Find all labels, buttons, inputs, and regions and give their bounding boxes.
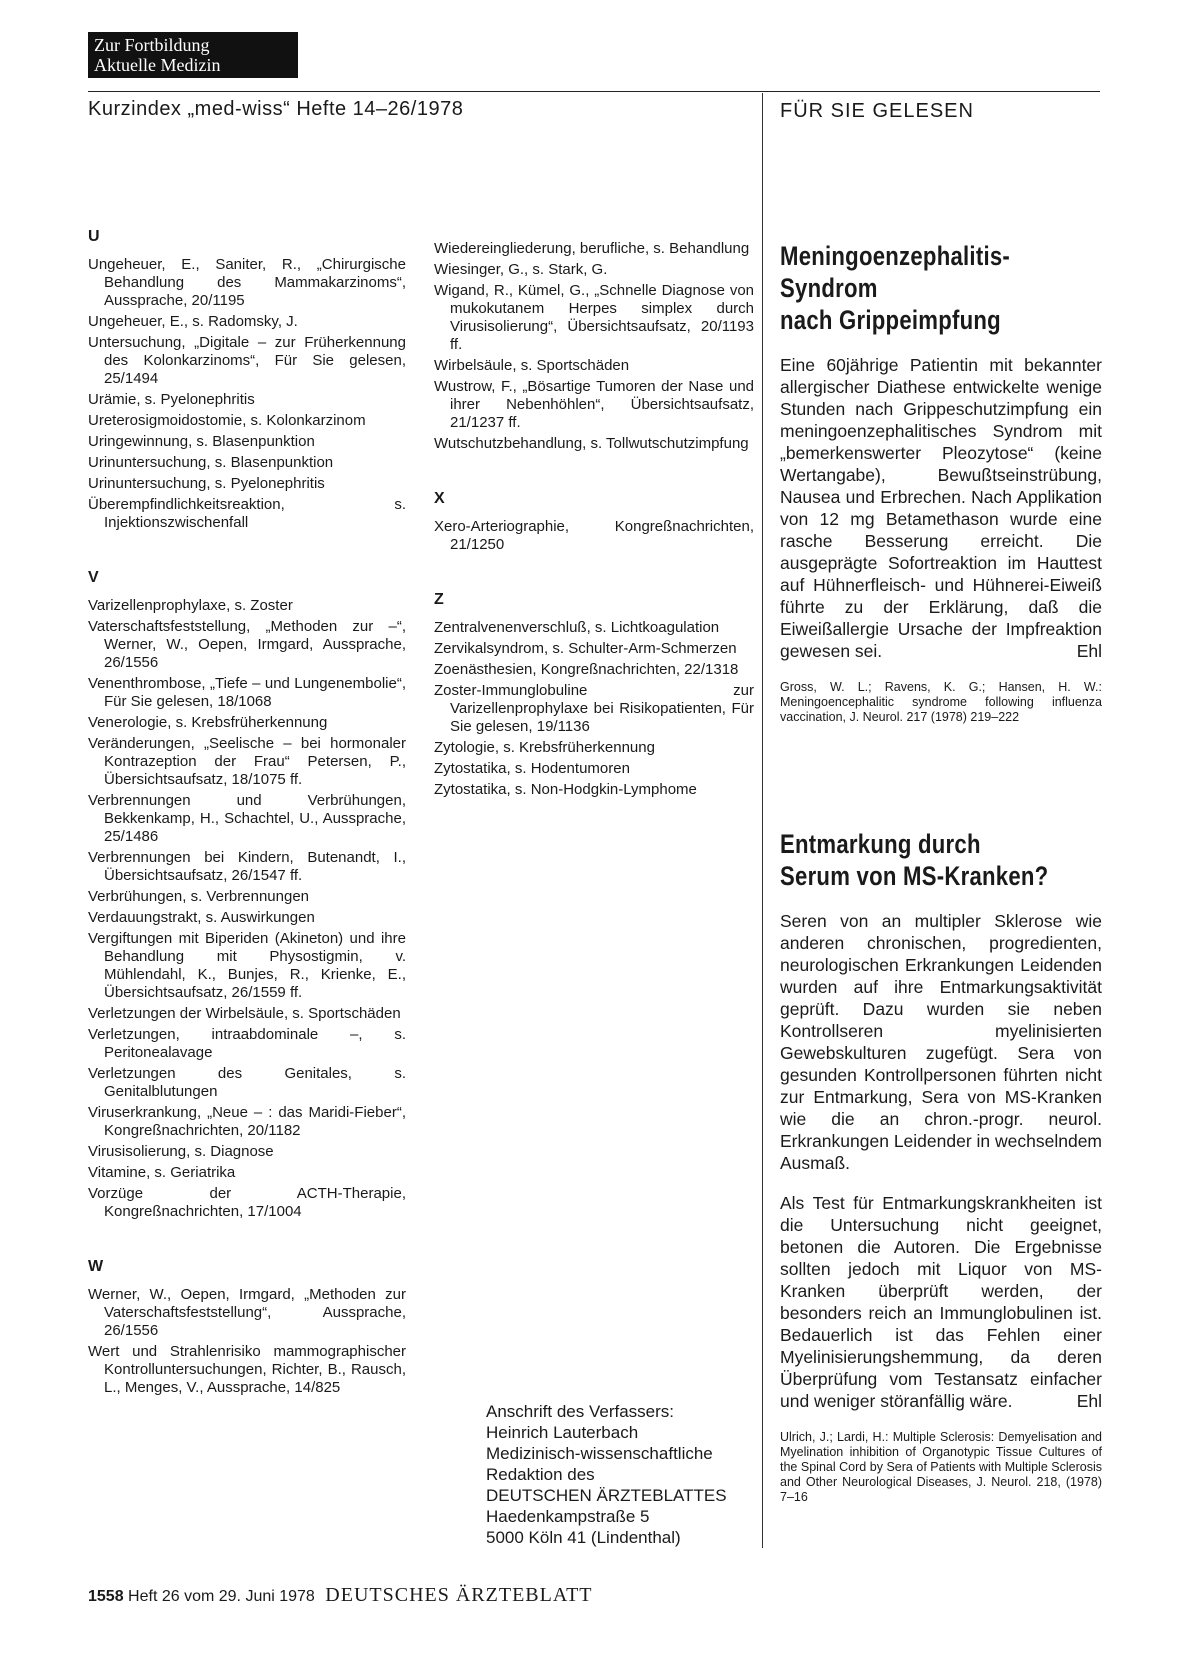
index-entry-list (88, 597, 406, 1221)
index-entry-list (434, 240, 754, 453)
index-letter: Z (434, 591, 444, 608)
issue-info: Heft 26 vom 29. Juni 1978 (128, 1588, 315, 1605)
index-entry: Zytostatika, s. Non-Hodgkin-Lymphome (434, 781, 697, 798)
index-entry: Verdauungstrakt, s. Auswirkungen (88, 909, 315, 926)
address-line: Medizinisch-wissenschaftliche (486, 1444, 713, 1463)
index-entry: Zytologie, s. Krebsfrüherkennung (434, 739, 655, 756)
headline-line: Syndrom (780, 273, 878, 303)
index-letter: X (434, 490, 445, 507)
index-entry: Wigand, R., Kümel, G., „Schnelle Diagnose von mukokutanem Herpes simplex durch Virusisolierung“, Übersichtsaufsatz, 20/1193 ff. (434, 282, 754, 353)
column-divider (762, 93, 763, 1548)
index-entry: Verletzungen, intraabdominale –, s. Peritonealavage (88, 1026, 406, 1061)
index-entry: Wutschutzbehandlung, s. Tollwutschutzimpfung (434, 435, 749, 452)
author-signature: Ehl (1076, 1391, 1102, 1411)
group-spacer (88, 535, 406, 569)
index-entry: Verbrühungen, s. Verbrennungen (88, 888, 310, 905)
headline-line: Entmarkung durch (780, 829, 981, 859)
index-entry: Verletzungen der Wirbelsäule, s. Sportschäden (88, 1005, 401, 1022)
article-paragraph: Seren von an multipler Sklerose wie anderen chronischen, progredienten, neurologischen Erkrankungen Leidenden wurden auf ihre Entmarkungsaktivität geprüft. Dazu wurden sie neben Kontrollseren myelinisierten Gewebskulturen zugefügt. Sera von gesunden Kontrollpersonen führten nicht zur Entmarkung, Sera von MS-Kranken wie die an chron.-progr. neurol. Erkrankungen Leidender in wechselndem Ausmaß. (780, 911, 1103, 1173)
address-line: Heinrich Lauterbach (486, 1423, 639, 1442)
index-entry: Wirbelsäule, s. Sportschäden (434, 357, 630, 374)
address-line: Haedenkampstraße 5 (486, 1507, 650, 1526)
index-column-2 (434, 240, 754, 802)
index-entry: Überempfindlichkeitsreaktion, s. Injektionszwischenfall (88, 496, 406, 531)
index-entry: Zoenästhesien, Kongreßnachrichten, 22/1318 (434, 661, 739, 678)
index-entry: Zytostatika, s. Hodentumoren (434, 760, 630, 777)
index-entry: Zervikalsyndrom, s. Schulter-Arm-Schmerzen (434, 640, 737, 657)
headline-line: Meningoenzephalitis- (780, 241, 1011, 271)
index-entry: Xero-Arteriographie, Kongreßnachrichten, 21/1250 (434, 518, 754, 553)
index-entry: Wiedereingliederung, berufliche, s. Behandlung (434, 240, 750, 257)
address-line: Redaktion des (486, 1465, 595, 1484)
address-line: Anschrift des Verfassers: (486, 1402, 675, 1421)
index-entry: Verbrennungen und Verbrühungen, Bekkenkamp, H., Schachtel, U., Aussprache, 25/1486 (88, 792, 406, 845)
index-entry: Verbrennungen bei Kindern, Butenandt, I., Übersichtsaufsatz, 26/1547 ff. (88, 849, 406, 884)
author-address (486, 1401, 766, 1548)
index-entry: Werner, W., Oepen, Irmgard, „Methoden zur Vaterschaftsfeststellung“, Aussprache, 26/1556 (88, 1286, 406, 1339)
index-entry: Urämie, s. Pyelonephritis (88, 391, 255, 408)
article-reference: Ulrich, J.; Lardi, H.: Multiple Sclerosis: Demyelisation and Myelination inhibition of Organotypic Tissue Cultures of the Spinal Cord by Sera of Patients with Multiple Sclerosis and Other Neurological Diseases, J. Neurol. 218, (1978) 7–16 (780, 1430, 1102, 1504)
author-signature: Ehl (1076, 641, 1102, 661)
index-entry: Venerologie, s. Krebsfrüherkennung (88, 714, 328, 731)
index-entry: Vorzüge der ACTH-Therapie, Kongreßnachrichten, 17/1004 (88, 1185, 406, 1220)
index-entry: Vaterschaftsfeststellung, „Methoden zur –“, Werner, W., Oepen, Irmgard, Aussprache, 26/1556 (88, 618, 406, 671)
section-tag-line1: Zur Fortbildung (94, 35, 210, 55)
index-entry-list (434, 619, 754, 799)
index-entry: Urinuntersuchung, s. Pyelonephritis (88, 475, 325, 492)
index-entry: Urinuntersuchung, s. Blasenpunktion (88, 454, 334, 471)
index-entry: Wiesinger, G., s. Stark, G. (434, 261, 608, 278)
index-header: Kurzindex „med-wiss“ Hefte 14–26/1978 (88, 98, 464, 120)
index-entry: Virusisolierung, s. Diagnose (88, 1143, 274, 1160)
index-entry: Viruserkrankung, „Neue – : das Maridi-Fieber“, Kongreßnachrichten, 20/1182 (88, 1104, 406, 1139)
address-line: DEUTSCHEN ÄRZTEBLATTES (486, 1486, 727, 1505)
article-meningoenzephalitis (780, 240, 1102, 725)
index-entry-list (88, 1286, 406, 1397)
group-spacer (88, 1224, 406, 1258)
magazine-title: DEUTSCHES ÄRZTEBLATT (325, 1584, 593, 1606)
group-spacer (434, 456, 754, 490)
index-letter: U (88, 228, 100, 245)
index-entry: Verletzungen des Genitales, s. Genitalblutungen (88, 1065, 406, 1100)
index-entry: Vitamine, s. Geriatrika (88, 1164, 236, 1181)
index-entry: Ungeheuer, E., Saniter, R., „Chirurgische Behandlung des Mammakarzinoms“, Aussprache, 20/1195 (88, 256, 406, 309)
group-spacer (434, 557, 754, 591)
address-line: 5000 Köln 41 (Lindenthal) (486, 1528, 681, 1547)
section-tag (88, 32, 298, 78)
header-rule (88, 91, 1100, 92)
index-entry: Wert und Strahlenrisiko mammographischer Kontrolluntersuchungen, Richter, B., Rausch, L., Menges, V., Aussprache, 14/825 (88, 1343, 406, 1396)
index-letter: V (88, 569, 99, 586)
index-entry: Venenthrombose, „Tiefe – und Lungenembolie“, Für Sie gelesen, 18/1068 (88, 675, 406, 710)
index-entry-list (434, 518, 754, 554)
index-column-1 (88, 228, 406, 1400)
article-reference: Gross, W. L.; Ravens, K. G.; Hansen, H. W.: Meningoencephalitic syndrome following influenza vaccination, J. Neurol. 217 (1978) 219–222 (780, 680, 1102, 724)
article-body (780, 910, 1102, 1412)
paragraph-text: Eine 60jährige Patientin mit bekannter allergischer Diathese entwickelte wenige Stunden nach Grippeschutzimpfung ein meningoenzephalitisches Syndrom mit „bemerkenswerter Pleozytose“ (keine Wertangabe), Bewußtseinstrübung, Nausea und Erbrechen. Nach Applikation von 12 mg Betamethason wurde eine rasche Besserung erreicht. Die ausgeprägte Sofortreaktion im Hauttest auf Hühnerfleisch- und Hühnerei-Eiweiß führte zu der Erklärung, daß die Eiweißallergie Ursache der Impfreaktion gewesen sei. (780, 355, 1102, 661)
index-entry: Ureterosigmoidostomie, s. Kolonkarzinom (88, 412, 366, 429)
index-entry: Zentralvenenverschluß, s. Lichtkoagulation (434, 619, 720, 636)
article-paragraph (780, 354, 1102, 662)
index-entry: Uringewinnung, s. Blasenpunktion (88, 433, 315, 450)
index-entry-list (88, 256, 406, 532)
section-header: FÜR SIE GELESEN (780, 100, 974, 122)
paragraph-text: Als Test für Entmarkungskrankheiten ist die Untersuchung nicht geeignet, betonen die Autoren. Die Ergebnisse sollten jedoch mit Liquor von MS-Kranken überprüft werden, der besonders reich an Immunglobulinen ist. Bedauerlich ist das Fehlen einer Myelinisierungshemmung, da deren Überprüfung vom Testansatz einfacher und weniger störanfällig wäre. (780, 1193, 1102, 1411)
headline-line: Serum von MS-Kranken? (780, 861, 1049, 891)
index-entry: Veränderungen, „Seelische – bei hormonaler Kontrazeption der Frau“ Petersen, P., Übersichtsaufsatz, 18/1075 ff. (88, 735, 406, 788)
index-entry: Untersuchung, „Digitale – zur Früherkennung des Kolonkarzinoms“, Für Sie gelesen, 25/1494 (88, 334, 406, 387)
index-letter: W (88, 1258, 104, 1275)
article-headline (780, 240, 1102, 336)
headline-line: nach Grippeimpfung (780, 305, 1001, 335)
section-tag-line2: Aktuelle Medizin (94, 55, 221, 75)
index-entry: Varizellenprophylaxe, s. Zoster (88, 597, 293, 614)
article-paragraph (780, 1192, 1102, 1412)
page-footer (88, 1584, 593, 1607)
article-headline (780, 828, 1102, 892)
index-entry: Ungeheuer, E., s. Radomsky, J. (88, 313, 298, 330)
index-entry: Zoster-Immunglobuline zur Varizellenprophylaxe bei Risikopatienten, Für Sie gelesen, 19/1136 (434, 682, 754, 735)
article-entmarkung (780, 828, 1102, 1505)
index-entry: Vergiftungen mit Biperiden (Akineton) und ihre Behandlung mit Physostigmin, v. Mühlendahl, K., Bunjes, R., Krienke, E., Übersichtsaufsatz, 26/1559 ff. (88, 930, 406, 1001)
article-body (780, 354, 1102, 662)
index-entry: Wustrow, F., „Bösartige Tumoren der Nase und ihrer Nebenhöhlen“, Übersichtsaufsatz, 21/1237 ff. (434, 378, 754, 431)
page-number: 1558 (88, 1588, 124, 1605)
